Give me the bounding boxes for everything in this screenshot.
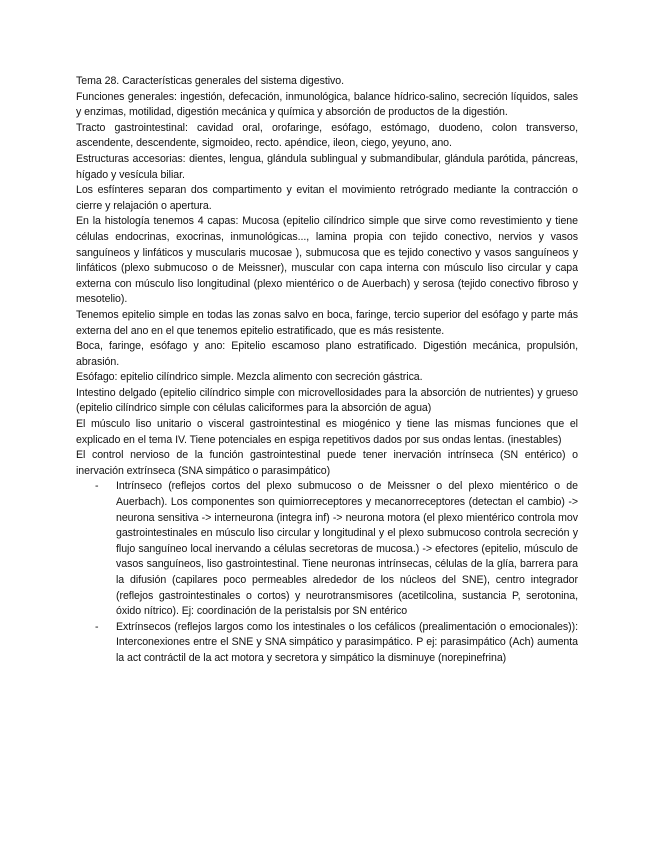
paragraph-estructuras: Estructuras accesorias: dientes, lengua, glándula sublingual y submandibular, glándula parótida, páncreas, hígado y vesícula biliar. — [76, 152, 578, 181]
list-item — [76, 479, 578, 619]
bullet-marker: - — [95, 480, 99, 493]
list-item — [76, 620, 578, 667]
list-item-text: Intrínseco (reflejos cortos del plexo submucoso o de Meissner o del plexo mientérico o de Auerbach). Los componentes son quimiorreceptores y mecanorreceptores (detectan el cambio) -> neurona sensitiva -> interneurona (integra inf) -> neurona motora (el plexo mientérico controla mov gastrointestinales en músculo liso circular y longitudinal y el plexo submucoso controla secreción y flujo sanguíneo local inervando a células secretoras de mucosa.) -> efectores (epitelio, músculo de vasos sanguíneos, liso gastrointestinal. Tiene neuronas intrínsecas, células de la glía, barrera para la difusión (capilares poco permeables alrededor de los núcleos del SNE), centro integrador (reflejos gastrointestinales o cortos) y neurotransmisores (acetilcolina, sustancia P, serotonina, óxido nítrico). Ej: coordinación de la peristalsis por SN entérico — [116, 480, 578, 618]
document-page — [76, 74, 578, 667]
paragraph-tracto: Tracto gastrointestinal: cavidad oral, orofaringe, esófago, estómago, duodeno, colon transverso, ascendente, descendente, sigmoideo, recto. apéndice, ileon, ciego, yeyuno, ano. — [76, 121, 578, 150]
paragraph-esofago: Esófago: epitelio cilíndrico simple. Mezcla alimento con secreción gástrica. — [76, 371, 423, 384]
bullet-marker: - — [95, 620, 99, 633]
paragraph-boca: Boca, faringe, esófago y ano: Epitelio escamoso plano estratificado. Digestión mecánica, propulsión, abrasión. — [76, 340, 578, 368]
paragraph-musculo-liso: El músculo liso unitario o visceral gastrointestinal es miogénico y tiene las mismas funciones que el explicado en el tema IV. Tiene potenciales en espiga repetitivos dados por sus ondas lentas. (inestables) — [76, 418, 578, 446]
paragraph-intestino: Intestino delgado (epitelio cilíndrico simple con microvellosidades para la absorción de nutrientes) y grueso (epitelio cilíndrico simple con células caliciformes para la absorción de agua) — [76, 386, 578, 415]
paragraph-funciones: Funciones generales: ingestión, defecación, inmunológica, balance hídrico-salino, secreción líquidos, sales y enzimas, motilidad, digestión mecánica y química y absorción de productos de la digestión. — [76, 90, 578, 119]
bullet-list — [76, 479, 578, 666]
paragraph-histologia: En la histología tenemos 4 capas: Mucosa (epitelio cilíndrico simple que sirve como revestimiento y tiene células endocrinas, exocrinas, inmunológicas..., lamina propia con tejido conectivo, nervios y vasos sanguíneos y linfáticos y muscularis mucosae ), submucosa que es tejido conectivo y vasos sanguíneos y linfáticos (plexo submucoso o de Meissner), muscular con capa interna con músculo liso circular y capa externa con músculo liso longitudinal (plexo mientérico o de Auerbach) y serosa (tejido conectivo fibroso y mesotelio). — [76, 215, 578, 306]
paragraph-epitelio: Tenemos epitelio simple en todas las zonas salvo en boca, faringe, tercio superior del esófago y parte más externa del ano en el que tenemos epitelio estratificado, que es más resistente. — [76, 308, 578, 337]
list-item-text: Extrínsecos (reflejos largos como los intestinales o los cefálicos (prealimentación o emocionales)): Interconexiones entre el SNE y SNA simpático y parasimpático. P ej: parasimpático (Ach) aumenta la act contráctil de la act motora y secretora y simpático la disminuye (norepinefrina) — [116, 620, 578, 664]
paragraph-esfinteres: Los esfínteres separan dos compartimento y evitan el movimiento retrógrado mediante la contracción o cierre y relajación o apertura. — [76, 184, 578, 212]
document-title: Tema 28. Características generales del sistema digestivo. — [76, 75, 345, 87]
paragraph-control-nervioso: El control nervioso de la función gastrointestinal puede tener inervación intrínseca (SN entérico) o inervación extrínseca (SNA simpático o parasimpático) — [76, 449, 578, 477]
